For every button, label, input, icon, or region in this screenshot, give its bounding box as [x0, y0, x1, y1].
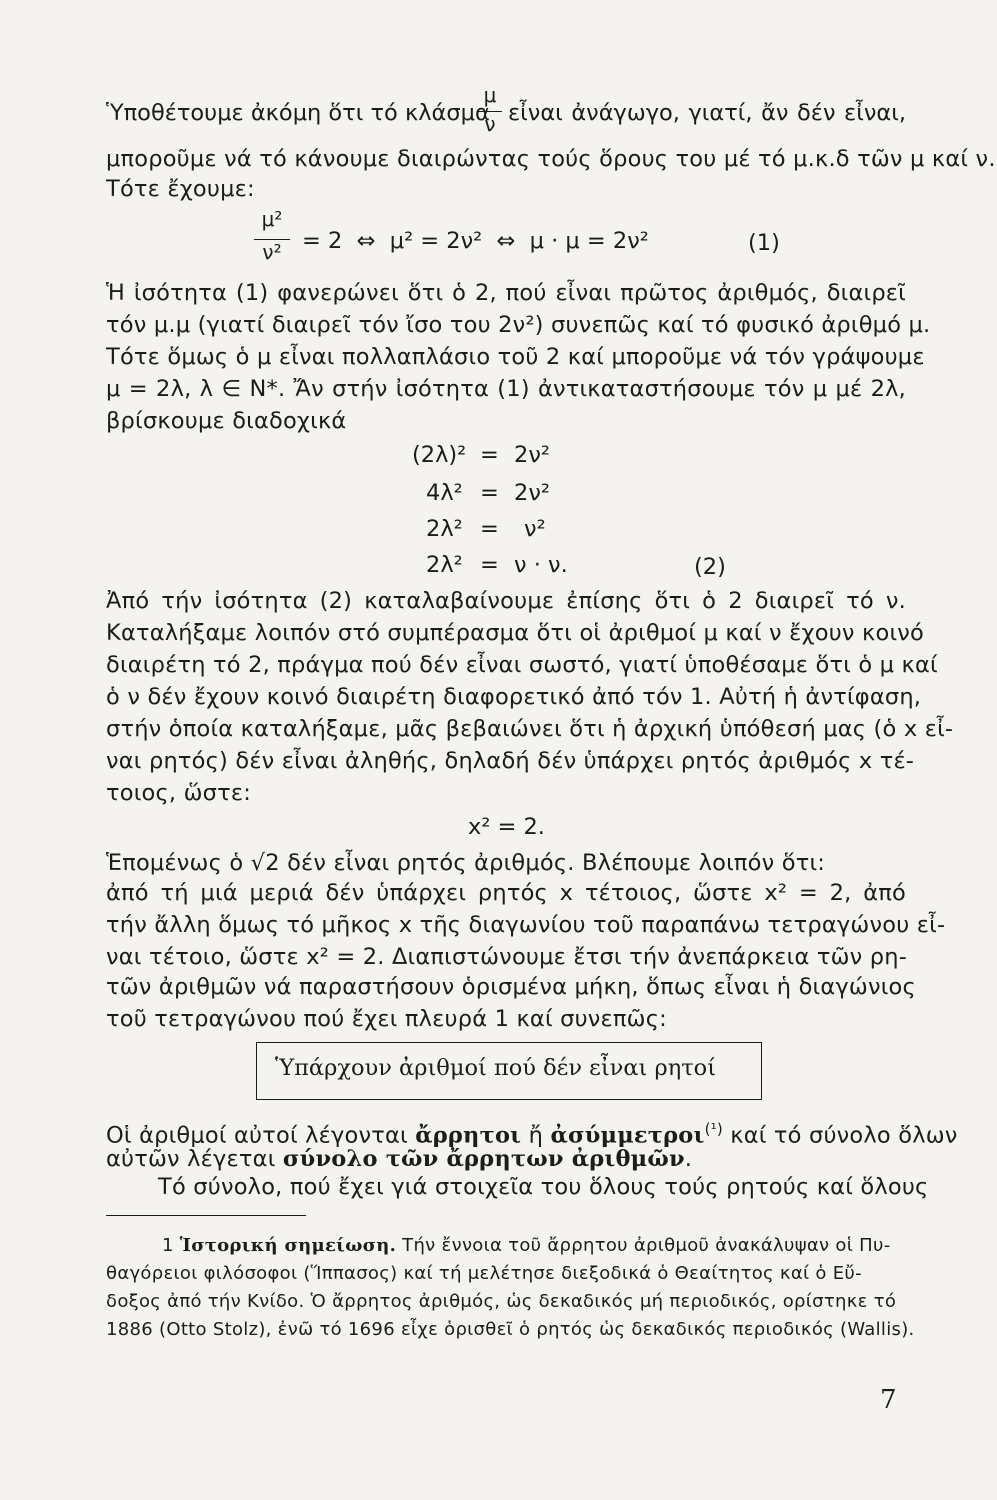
- eq3: x² = 2.: [468, 814, 545, 840]
- p3-line6: ναι ρητός) δέν εἶναι ἀληθής, δηλαδή δέν ὑπάρχει ρητός ἀριθμός x τέ-: [106, 748, 915, 774]
- eqs-rhs-2: 2ν²: [514, 480, 550, 506]
- eqs-lhs-3: 2λ²: [426, 516, 463, 542]
- term-set-irrationals: σύνολο τῶν ἄρρητων ἀριθμῶν: [282, 1146, 685, 1172]
- eq1-rest: = 2 ⇔ μ² = 2ν² ⇔ μ · μ = 2ν²: [302, 228, 649, 254]
- p1-line3: Τότε ἔχουμε:: [106, 176, 255, 202]
- eqs-rhs-1: 2ν²: [514, 442, 550, 468]
- footnote-heading: Ἱστορική σημείωση.: [179, 1235, 397, 1256]
- p2-line4: μ = 2λ, λ ∈ N*. Ἄν στήν ἰσότητα (1) ἀντικαταστήσουμε τόν μ μέ 2λ,: [106, 376, 906, 402]
- eq2-label: (2): [694, 554, 726, 580]
- eq1-num: μ²: [261, 207, 283, 231]
- p4-line3: τήν ἄλλη ὅμως τό μῆκος x τῆς διαγωνίου τοῦ παραπάνω τετραγώνου εἶ-: [106, 912, 946, 938]
- p1-line1-end: εἶναι ἀνάγωγο, γιατί, ἄν δέν εἶναι,: [508, 100, 906, 126]
- p4-line2: ἀπό τή μιά μεριά δέν ὑπάρχει ρητός x τέτοιος, ὥστε x² = 2, ἀπό: [106, 880, 906, 906]
- p3-line7: τοιος, ὥστε:: [106, 780, 251, 806]
- p5-line2-a: αὐτῶν λέγεται: [106, 1146, 283, 1172]
- eq1-den: ν²: [262, 240, 282, 264]
- eqs-eq-3: =: [480, 516, 499, 542]
- footnote-rule: [106, 1215, 306, 1216]
- p3-line2: Καταλήξαμε λοιπόν στό συμπέρασμα ὅτι οἱ ἀριθμοί μ καί ν ἔχουν κοινό: [106, 620, 925, 646]
- p5-line3: Τό σύνολο, πού ἔχει γιά στοιχεῖα του ὅλους τούς ρητούς καί ὅλους: [158, 1174, 929, 1200]
- eqs-lhs-4: 2λ²: [426, 552, 463, 578]
- p2-line1: Ἡ ἰσότητα (1) φανερώνει ὅτι ὁ 2, πού εἶναι πρῶτος ἀριθμός, διαιρεῖ: [106, 280, 906, 306]
- term-asymmetroi: ἀσύμμετροι: [550, 1122, 705, 1149]
- footnote-line4: 1886 (Otto Stolz), ἐνῶ τό 1696 εἶχε ὁρισθεῖ ὁ ρητός ὡς δεκαδικός περιοδικός (Wallis).: [106, 1319, 915, 1340]
- p3-line3: διαιρέτη τό 2, πράγμα πού δέν εἶναι σωστό, γιατί ὑποθέσαμε ὅτι ὁ μ καί: [106, 652, 938, 678]
- footnote-line3: δοξος ἀπό τήν Κνίδο. Ὁ ἄρρητος ἀριθμός, ὡς δεκαδικός μή περιοδικός, ορίστηκε τό: [106, 1291, 897, 1312]
- p4-line6: τοῦ τετραγώνου πού ἔχει πλευρά 1 καί συνεπῶς:: [106, 1006, 667, 1032]
- p4-line5: τῶν ἀριθμῶν νά παραστήσουν ὁρισμένα μήκη, ὅπως εἶναι ἡ διαγώνιος: [106, 974, 916, 1000]
- page-number: 7: [880, 1385, 897, 1415]
- p5-line1-c: ἤ: [521, 1122, 551, 1149]
- eqs-eq-2: =: [480, 480, 499, 506]
- p5-line1-e: καί τό σύνολο ὅλων: [722, 1122, 958, 1149]
- p3-line4: ὁ ν δέν ἔχουν κοινό διαιρέτη διαφορετικό ἀπό τόν 1. Αὐτή ἡ ἀντίφαση,: [106, 684, 922, 710]
- footnote-line1-text: Τήν ἔννοια τοῦ ἄρρητου ἀριθμοῦ ἀνακάλυψαν οἱ Πυ-: [396, 1235, 891, 1256]
- p3-line1: Ἀπό τήν ἰσότητα (2) καταλαβαίνουμε ἐπίσης ὅτι ὁ 2 διαιρεῖ τό ν.: [106, 588, 906, 614]
- p1-frac-num: μ: [483, 83, 497, 107]
- footnote-line2: θαγόρειοι φιλόσοφοι (Ἵππασος) καί τή μελέτησε διεξοδικά ὁ Θεαίτητος καί ὁ Εὔ-: [106, 1263, 862, 1284]
- eqs-rhs-3: ν²: [524, 516, 546, 542]
- p2-line2: τόν μ.μ (γιατί διαιρεῖ τόν ἴσο του 2ν²) συνεπῶς καί τό φυσικό ἀριθμό μ.: [106, 312, 931, 338]
- p4-line1: Ἑπομένως ὁ √2 δέν εἶναι ρητός ἀριθμός. Βλέπουμε λοιπόν ὅτι:: [106, 850, 826, 876]
- boxed-statement-text: Ὑπάρχουν ἀριθμοί πού δέν εἶναι ρητοί: [275, 1055, 717, 1081]
- boxed-statement: [256, 1042, 762, 1100]
- p2-line5: βρίσκουμε διαδοχικά: [106, 408, 347, 434]
- p1-frac-den: ν: [484, 112, 496, 136]
- eq1-label: (1): [748, 230, 780, 256]
- p5-line1-a: Οἱ ἀριθμοί αὐτοί λέγονται: [106, 1122, 416, 1149]
- eqs-rhs-4: ν · ν.: [514, 552, 568, 578]
- eqs-eq-1: =: [480, 442, 499, 468]
- p3-line5: στήν ὁποία καταλήξαμε, μᾶς βεβαιώνει ὅτι ἡ ἀρχική ὑπόθεσή μας (ὁ x εἶ-: [106, 716, 954, 742]
- p2-line3: Τότε ὅμως ὁ μ εἶναι πολλαπλάσιο τοῦ 2 καί μποροῦμε νά τόν γράψουμε: [106, 344, 925, 370]
- p4-line4: ναι τέτοιο, ὥστε x² = 2. Διαπιστώνουμε ἔτσι τήν ἀνεπάρκεια τῶν ρη-: [106, 944, 908, 970]
- p5-line2: [106, 1144, 906, 1174]
- footnote-line1: [162, 1232, 906, 1260]
- eqs-lhs-2: 4λ²: [426, 480, 463, 506]
- eqs-eq-4: =: [480, 552, 499, 578]
- p1-line1-start: Ὑποθέτουμε ἀκόμη ὅτι τό κλάσμα: [106, 100, 490, 126]
- eqs-lhs-1: (2λ)²: [412, 442, 467, 468]
- p1-line2: μποροῦμε νά τό κάνουμε διαιρώντας τούς ὅρους του μέ τό μ.κ.δ τῶν μ καί ν.: [106, 146, 996, 172]
- footnote-ref: (¹): [704, 1120, 723, 1138]
- term-arritoi: ἄρρητοι: [415, 1122, 522, 1149]
- p5-line2-c: .: [684, 1146, 693, 1172]
- footnote-number: 1: [162, 1235, 180, 1256]
